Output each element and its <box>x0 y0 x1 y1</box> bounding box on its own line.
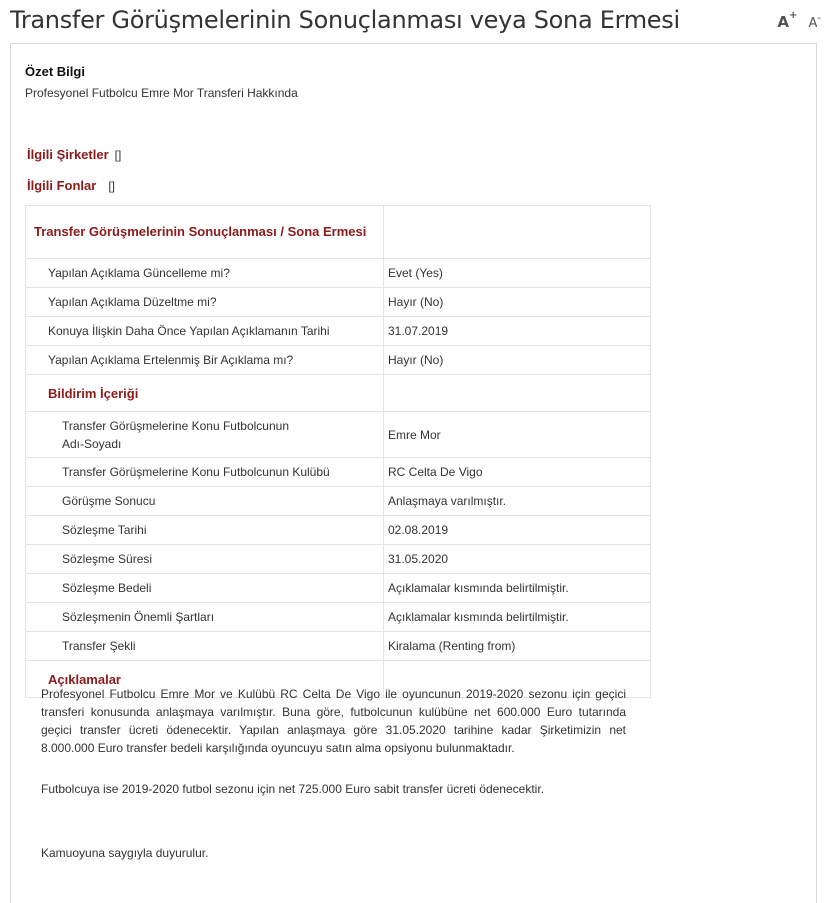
row-label: Sözleşmenin Önemli Şartları <box>26 603 384 632</box>
font-decrease-sign: - <box>817 13 821 24</box>
table-row <box>26 412 651 458</box>
row-label: Sözleşme Tarihi <box>26 516 384 545</box>
row-label: Sözleşme Bedeli <box>26 574 384 603</box>
table-row <box>26 346 651 375</box>
font-decrease-letter: A <box>808 16 818 31</box>
content-heading: Bildirim İçeriği <box>26 375 384 412</box>
row-label: Görüşme Sonucu <box>26 487 384 516</box>
content-heading-row <box>26 375 651 412</box>
row-value: Emre Mor <box>384 412 651 458</box>
row-value: Hayır (No) <box>384 288 651 317</box>
table-heading-empty-cell <box>384 206 651 259</box>
row-label: Konuya İlişkin Daha Önce Yapılan Açıklamanın Tarihi <box>26 317 384 346</box>
closing-statement: Kamuoyuna saygıyla duyurulur. <box>41 846 209 860</box>
row-value: Hayır (No) <box>384 346 651 375</box>
row-value: Açıklamalar kısmında belirtilmiştir. <box>384 603 651 632</box>
row-label: Transfer Görüşmelerine Konu Futbolcunun Kulübü <box>26 458 384 487</box>
table-row <box>26 574 651 603</box>
row-value: 02.08.2019 <box>384 516 651 545</box>
row-label: Transfer Görüşmelerine Konu Futbolcunun Adı-Soyadı <box>26 412 384 458</box>
row-value: Evet (Yes) <box>384 259 651 288</box>
row-label: Transfer Şekli <box>26 632 384 661</box>
font-increase-button[interactable] <box>777 10 798 31</box>
row-value: 31.07.2019 <box>384 317 651 346</box>
row-value: RC Celta De Vigo <box>384 458 651 487</box>
table-heading: Transfer Görüşmelerinin Sonuçlanması / Sona Ermesi <box>26 206 384 259</box>
font-increase-sign: + <box>789 10 798 21</box>
table-row <box>26 516 651 545</box>
row-label: Yapılan Açıklama Ertelenmiş Bir Açıklama mı? <box>26 346 384 375</box>
summary-title: Özet Bilgi <box>25 64 85 79</box>
related-funds-label[interactable]: İlgili Fonlar <box>27 178 97 193</box>
related-companies <box>27 147 121 162</box>
table-row <box>26 288 651 317</box>
table-row <box>26 632 651 661</box>
table-row <box>26 545 651 574</box>
related-companies-value: [] <box>114 148 122 162</box>
font-size-controls <box>777 12 821 31</box>
table-heading-row <box>26 206 651 259</box>
row-label: Yapılan Açıklama Güncelleme mi? <box>26 259 384 288</box>
content-heading-empty-cell <box>384 375 651 412</box>
disclosure-panel <box>10 43 817 903</box>
row-value: Anlaşmaya varılmıştır. <box>384 487 651 516</box>
row-label: Sözleşme Süresi <box>26 545 384 574</box>
related-companies-label[interactable]: İlgili Şirketler <box>27 147 109 162</box>
table-row <box>26 603 651 632</box>
disclosure-table <box>25 205 651 698</box>
font-increase-letter: A <box>777 13 789 31</box>
related-funds-value: [] <box>108 179 116 193</box>
table-row <box>26 458 651 487</box>
font-decrease-button[interactable] <box>808 13 821 31</box>
summary-text: Profesyonel Futbolcu Emre Mor Transferi Hakkında <box>25 86 298 100</box>
page-title: Transfer Görüşmelerinin Sonuçlanması veya Sona Ermesi <box>10 6 680 34</box>
explanation-paragraph: Futbolcuya ise 2019-2020 futbol sezonu için net 725.000 Euro sabit transfer ücreti ödenecektir. <box>41 782 544 796</box>
row-value: 31.05.2020 <box>384 545 651 574</box>
table-row <box>26 259 651 288</box>
explanations-heading: Açıklamalar <box>26 661 384 698</box>
row-label: Yapılan Açıklama Düzeltme mi? <box>26 288 384 317</box>
table-row <box>26 317 651 346</box>
explanation-paragraph: Profesyonel Futbolcu Emre Mor ve Kulübü RC Celta De Vigo ile oyuncunun 2019-2020 sezonu için geçici transferi konusunda anlaşmaya varılmıştır. Buna göre, futbolcunun kulübüne net 600.000 Euro tutarında geçici transfer ücreti ödenecektir. Yapılan anlaşmaya göre 31.05.2020 tarihine kadar Şirketimizin net 8.000.000 Euro transfer bedeli karşılığında oyuncuyu satın alma opsiyonu bulunmaktadır. <box>41 687 626 755</box>
related-funds <box>27 178 115 193</box>
table-row <box>26 487 651 516</box>
row-value: Açıklamalar kısmında belirtilmiştir. <box>384 574 651 603</box>
row-value: Kiralama (Renting from) <box>384 632 651 661</box>
